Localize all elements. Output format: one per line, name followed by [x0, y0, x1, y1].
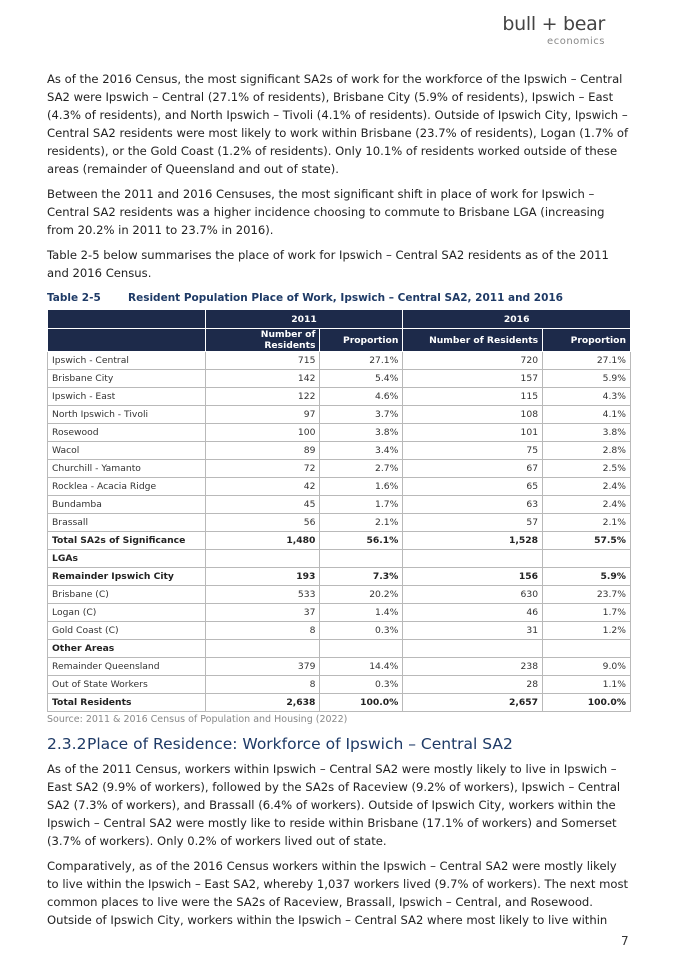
table-row: [48, 514, 631, 532]
cell-proportion-2011: 100.0%: [320, 694, 403, 712]
cell-proportion-2011: [320, 640, 403, 658]
cell-proportion-2011: 14.4%: [320, 658, 403, 676]
row-label: Brisbane (C): [48, 586, 206, 604]
paragraph: As of the 2011 Census, workers within Ipswich – Central SA2 were mostly likely to live in Ipswich – East SA2 (9.9% of workers), followed by the SA2s of Raceview (9.2% of workers), Ipswich – Central SA2 (7.3% of workers), and Brassall (6.4% of workers). Outside of Ipswich City, workers within the Ipswich – Central SA2 were mostly like to reside within Brisbane (17.1% of workers) and Somerset (3.7% of workers). Only 0.2% of workers lived out of state.: [47, 762, 621, 848]
header-proportion-2016: Proportion: [543, 329, 631, 352]
cell-proportion-2011: 20.2%: [320, 586, 403, 604]
cell-proportion-2011: 1.7%: [320, 496, 403, 514]
row-label: LGAs: [48, 550, 206, 568]
table-row: [48, 550, 631, 568]
cell-residents-2016: 720: [403, 352, 543, 370]
header-proportion-2011: Proportion: [320, 329, 403, 352]
row-label: Ipswich - East: [48, 388, 206, 406]
section-title: Place of Residence: Workforce of Ipswich – Central SA2: [87, 735, 513, 753]
cell-proportion-2011: 3.4%: [320, 442, 403, 460]
cell-proportion-2016: 1.2%: [543, 622, 631, 640]
logo-brand: bull + bear: [502, 13, 605, 35]
section-number: 2.3.2: [47, 735, 87, 753]
table-row: [48, 388, 631, 406]
cell-residents-2011: 42: [205, 478, 320, 496]
cell-residents-2011: 533: [205, 586, 320, 604]
company-logo: [502, 14, 605, 47]
table-caption-title: Resident Population Place of Work, Ipswich – Central SA2, 2011 and 2016: [128, 292, 563, 304]
cell-residents-2016: 63: [403, 496, 543, 514]
cell-proportion-2016: 1.1%: [543, 676, 631, 694]
header-blank: [48, 329, 206, 352]
cell-proportion-2016: [543, 550, 631, 568]
cell-proportion-2016: 5.9%: [543, 568, 631, 586]
row-label: Remainder Ipswich City: [48, 568, 206, 586]
cell-residents-2011: 122: [205, 388, 320, 406]
paragraph: Between the 2011 and 2016 Censuses, the most significant shift in place of work for Ipswich – Central SA2 residents was a higher incidence choosing to commute to Brisbane LGA (increasing from 20.2% in 2011 to 23.7% in 2016).: [47, 187, 605, 237]
cell-residents-2011: 715: [205, 352, 320, 370]
table-row: [48, 442, 631, 460]
header-blank: [48, 310, 206, 329]
table-row: [48, 460, 631, 478]
table-row: [48, 676, 631, 694]
table-row: [48, 478, 631, 496]
header-residents-2016: Number of Residents: [403, 329, 543, 352]
table-caption: [47, 292, 631, 304]
cell-residents-2016: 108: [403, 406, 543, 424]
row-label: Logan (C): [48, 604, 206, 622]
cell-proportion-2016: 2.8%: [543, 442, 631, 460]
cell-proportion-2016: 2.4%: [543, 478, 631, 496]
cell-proportion-2016: 27.1%: [543, 352, 631, 370]
table-row: [48, 604, 631, 622]
table-row: [48, 568, 631, 586]
row-label: Bundamba: [48, 496, 206, 514]
cell-proportion-2016: 9.0%: [543, 658, 631, 676]
header-year-2016: 2016: [403, 310, 631, 329]
table-body: [48, 352, 631, 712]
cell-residents-2011: 8: [205, 676, 320, 694]
cell-residents-2016: 238: [403, 658, 543, 676]
row-label: Brassall: [48, 514, 206, 532]
cell-residents-2016: [403, 550, 543, 568]
table-row: [48, 640, 631, 658]
cell-residents-2011: 8: [205, 622, 320, 640]
table-row: [48, 694, 631, 712]
cell-residents-2016: 46: [403, 604, 543, 622]
cell-proportion-2016: 100.0%: [543, 694, 631, 712]
table-row: [48, 352, 631, 370]
cell-residents-2016: 75: [403, 442, 543, 460]
table-row: [48, 406, 631, 424]
cell-proportion-2016: [543, 640, 631, 658]
table-source: Source: 2011 & 2016 Census of Population and Housing (2022): [47, 714, 348, 725]
cell-proportion-2011: 2.1%: [320, 514, 403, 532]
cell-residents-2011: 379: [205, 658, 320, 676]
cell-residents-2011: 45: [205, 496, 320, 514]
cell-residents-2011: 100: [205, 424, 320, 442]
section-heading: [47, 735, 631, 753]
cell-residents-2011: 2,638: [205, 694, 320, 712]
cell-proportion-2011: 3.8%: [320, 424, 403, 442]
cell-proportion-2016: 2.1%: [543, 514, 631, 532]
cell-proportion-2016: 5.9%: [543, 370, 631, 388]
table-header-years: [48, 310, 631, 329]
cell-proportion-2016: 57.5%: [543, 532, 631, 550]
row-label: North Ipswich - Tivoli: [48, 406, 206, 424]
page-content: [47, 70, 631, 936]
cell-proportion-2011: 27.1%: [320, 352, 403, 370]
table-row: [48, 658, 631, 676]
cell-proportion-2016: 2.5%: [543, 460, 631, 478]
table-row: [48, 370, 631, 388]
cell-proportion-2011: 0.3%: [320, 622, 403, 640]
header-year-2011: 2011: [205, 310, 403, 329]
logo-subtitle: economics: [547, 36, 605, 47]
cell-proportion-2011: 7.3%: [320, 568, 403, 586]
row-label: Wacol: [48, 442, 206, 460]
row-label: Ipswich - Central: [48, 352, 206, 370]
row-label: Total SA2s of Significance: [48, 532, 206, 550]
cell-residents-2016: 67: [403, 460, 543, 478]
cell-proportion-2011: 4.6%: [320, 388, 403, 406]
cell-residents-2011: 193: [205, 568, 320, 586]
cell-residents-2016: 57: [403, 514, 543, 532]
cell-residents-2016: 31: [403, 622, 543, 640]
cell-residents-2011: 89: [205, 442, 320, 460]
cell-residents-2011: 1,480: [205, 532, 320, 550]
cell-proportion-2016: 4.3%: [543, 388, 631, 406]
cell-residents-2016: 2,657: [403, 694, 543, 712]
cell-residents-2011: [205, 550, 320, 568]
header-residents-2011: Number of Residents: [205, 329, 320, 352]
cell-residents-2011: 142: [205, 370, 320, 388]
row-label: Churchill - Yamanto: [48, 460, 206, 478]
cell-residents-2016: 630: [403, 586, 543, 604]
table-row: [48, 586, 631, 604]
cell-proportion-2011: 1.4%: [320, 604, 403, 622]
cell-proportion-2011: 56.1%: [320, 532, 403, 550]
cell-proportion-2011: [320, 550, 403, 568]
cell-residents-2016: 115: [403, 388, 543, 406]
table-row: [48, 532, 631, 550]
cell-proportion-2016: 23.7%: [543, 586, 631, 604]
table-header-columns: [48, 329, 631, 352]
cell-residents-2016: 157: [403, 370, 543, 388]
row-label: Brisbane City: [48, 370, 206, 388]
cell-proportion-2016: 2.4%: [543, 496, 631, 514]
paragraph: Comparatively, as of the 2016 Census workers within the Ipswich – Central SA2 were mostly likely to live within the Ipswich – East SA2, whereby 1,037 workers lived (9.7% of workers). The next most common places to live were the SA2s of Raceview, Brassall, Ipswich – Central, and Rosewood. Outside of Ipswich City, workers within the Ipswich – Central SA2 where most likely to live within: [47, 859, 629, 927]
cell-proportion-2016: 1.7%: [543, 604, 631, 622]
row-label: Rocklea - Acacia Ridge: [48, 478, 206, 496]
cell-residents-2016: 28: [403, 676, 543, 694]
place-of-work-table: [47, 309, 631, 712]
cell-proportion-2011: 2.7%: [320, 460, 403, 478]
cell-residents-2011: [205, 640, 320, 658]
cell-residents-2016: 156: [403, 568, 543, 586]
paragraph: Table 2-5 below summarises the place of work for Ipswich – Central SA2 residents as of the 2011 and 2016 Census.: [47, 248, 609, 280]
cell-residents-2016: 1,528: [403, 532, 543, 550]
row-label: Gold Coast (C): [48, 622, 206, 640]
cell-residents-2011: 37: [205, 604, 320, 622]
cell-residents-2016: [403, 640, 543, 658]
cell-proportion-2016: 3.8%: [543, 424, 631, 442]
table-caption-number: Table 2-5: [47, 292, 101, 304]
cell-residents-2016: 65: [403, 478, 543, 496]
table-row: [48, 424, 631, 442]
cell-residents-2011: 56: [205, 514, 320, 532]
row-label: Remainder Queensland: [48, 658, 206, 676]
cell-proportion-2011: 1.6%: [320, 478, 403, 496]
paragraph: As of the 2016 Census, the most significant SA2s of work for the workforce of the Ipswich – Central SA2 were Ipswich – Central (27.1% of residents), Brisbane City (5.9% of residents), Ipswich – East (4.3% of residents), and North Ipswich – Tivoli (4.1% of residents). Outside of Ipswich City, Ipswich – Central SA2 residents were most likely to work within Brisbane (23.7% of residents), Logan (1.7% of residents), or the Gold Coast (1.2% of residents). Only 10.1% of residents worked outside of these areas (remainder of Queensland and out of state).: [47, 72, 629, 176]
cell-proportion-2016: 4.1%: [543, 406, 631, 424]
cell-residents-2011: 72: [205, 460, 320, 478]
table-row: [48, 496, 631, 514]
row-label: Rosewood: [48, 424, 206, 442]
row-label: Out of State Workers: [48, 676, 206, 694]
table-row: [48, 622, 631, 640]
cell-residents-2016: 101: [403, 424, 543, 442]
page-number: 7: [621, 934, 629, 948]
cell-proportion-2011: 0.3%: [320, 676, 403, 694]
cell-proportion-2011: 5.4%: [320, 370, 403, 388]
cell-residents-2011: 97: [205, 406, 320, 424]
row-label: Total Residents: [48, 694, 206, 712]
cell-proportion-2011: 3.7%: [320, 406, 403, 424]
row-label: Other Areas: [48, 640, 206, 658]
